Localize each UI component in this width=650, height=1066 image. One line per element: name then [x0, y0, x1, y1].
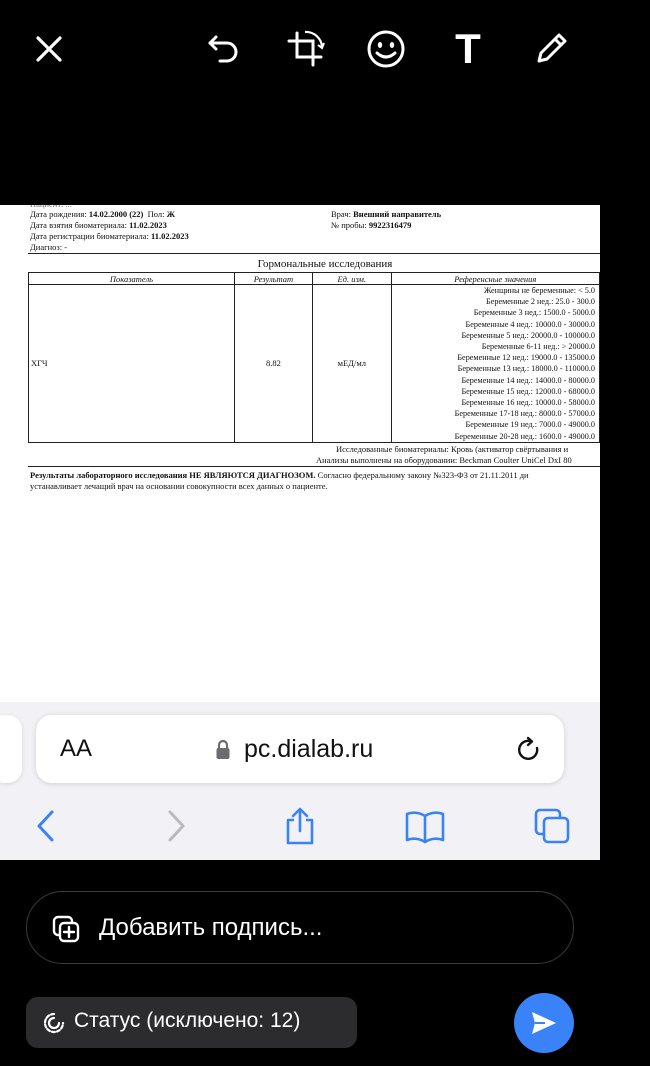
caption-placeholder: Добавить подпись... [99, 914, 323, 941]
reference-line: Беременные 17-18 нед.: 8000.0 - 57000.0 [454, 409, 595, 419]
sample-number-line: № пробы: 9922316479 [331, 220, 412, 230]
tabs-icon[interactable] [532, 806, 572, 846]
biomaterial-date-line: Дата взятия биоматериала: 11.02.2023 [30, 220, 167, 230]
back-icon[interactable] [26, 806, 66, 846]
caption-input[interactable] [26, 891, 574, 964]
table-row [29, 285, 600, 443]
result-unit: мЕД/мл [313, 285, 392, 443]
previous-tab-card[interactable] [0, 715, 22, 783]
send-button[interactable] [514, 993, 574, 1053]
divider [28, 466, 600, 467]
screenshot-image [0, 199, 600, 860]
reference-line: Беременные 12 нед.: 19000.0 - 135000.0 [457, 353, 595, 363]
doctor-line: Врач: Внешний направитель [331, 209, 442, 219]
reference-line: Беременные 6-11 нед.: > 20000.0 [481, 342, 595, 352]
forward-icon[interactable] [156, 806, 196, 846]
address-bar[interactable] [36, 715, 564, 783]
birth-date-line: Дата рождения: 14.02.2000 (22) Пол: Ж [30, 209, 176, 219]
bookmarks-icon[interactable] [405, 806, 445, 846]
status-audience-button[interactable] [26, 997, 357, 1048]
reference-values [391, 285, 599, 443]
safari-toolbar [0, 702, 600, 860]
patient-name-cut: Пациент: ... [30, 199, 72, 209]
col-header-reference: Референсные значения [391, 273, 599, 285]
reference-line: Беременные 2 нед.: 25.0 - 300.0 [486, 297, 595, 307]
draw-icon[interactable] [528, 26, 574, 72]
col-header-indicator: Показатель [29, 273, 235, 285]
reference-line: Беременные 14 нед.: 14000.0 - 80000.0 [461, 375, 595, 385]
section-title: Гормональные исследования [257, 258, 393, 270]
disclaimer-line1: Результаты лабораторного исследования НЕ ЯВЛЯЮТСЯ ДИАГНОЗОМ. Согласно федеральному закону №323-ФЗ от 21.11.2011 ди [30, 470, 529, 480]
col-header-unit: Ед. изм. [313, 273, 392, 285]
text-icon[interactable]: T [455, 25, 481, 72]
url-text[interactable]: pc.dialab.ru [244, 735, 374, 763]
indicator-name: ХГЧ [29, 285, 235, 443]
text-size-button[interactable]: AA [60, 735, 93, 762]
close-icon[interactable] [26, 26, 72, 72]
reference-line: Беременные 15 нед.: 12000.0 - 68000.0 [461, 386, 595, 396]
result-value: 8.82 [234, 285, 312, 443]
results-table [28, 272, 600, 443]
status-label: Статус (исключено: 12) [74, 1009, 301, 1032]
divider [28, 253, 600, 254]
reference-line: Беременные 16 нед.: 10000.0 - 58000.0 [461, 398, 595, 408]
reference-line: Беременные 19 нед.: 7000.0 - 49000.0 [465, 420, 595, 430]
biomaterial-note: Исследованные биоматериалы: Кровь (активатор свёртывания и [336, 444, 569, 454]
equipment-note: Анализы выполнены на оборудовании: Beckman Coulter UniCel DxI 80 [316, 455, 572, 465]
undo-icon[interactable] [200, 26, 246, 72]
lock-icon [215, 739, 231, 761]
col-header-result: Результат [234, 273, 312, 285]
reference-line: Женщины не беременные: < 5.0 [484, 286, 595, 295]
emoji-icon[interactable] [363, 26, 409, 72]
reference-line: Беременные 4 нед.: 10000.0 - 30000.0 [465, 319, 595, 329]
reference-line: Беременные 13 нед.: 18000.0 - 110000.0 [457, 364, 595, 374]
crop-rotate-icon[interactable] [282, 26, 328, 72]
reference-line: Беременные 3 нед.: 1500.0 - 5000.0 [473, 308, 595, 318]
share-icon[interactable] [280, 806, 320, 846]
send-icon [529, 1008, 559, 1038]
status-icon [42, 1011, 66, 1035]
disclaimer-line2: устанавливает лечащий врач на основании совокупности всех данных о пациенте. [30, 481, 328, 491]
lab-report-document [0, 199, 600, 705]
editor-toolbar [0, 0, 600, 205]
diagnosis-line: Диагноз: - [30, 242, 68, 252]
registration-date-line: Дата регистрации биоматериала: 11.02.2023 [30, 231, 189, 241]
reference-line: Беременные 20-28 нед.: 1600.0 - 49000.0 [454, 431, 595, 441]
reload-icon[interactable] [514, 735, 544, 765]
reference-line: Беременные 5 нед.: 20000.0 - 100000.0 [461, 330, 595, 340]
add-media-icon[interactable] [51, 914, 81, 944]
